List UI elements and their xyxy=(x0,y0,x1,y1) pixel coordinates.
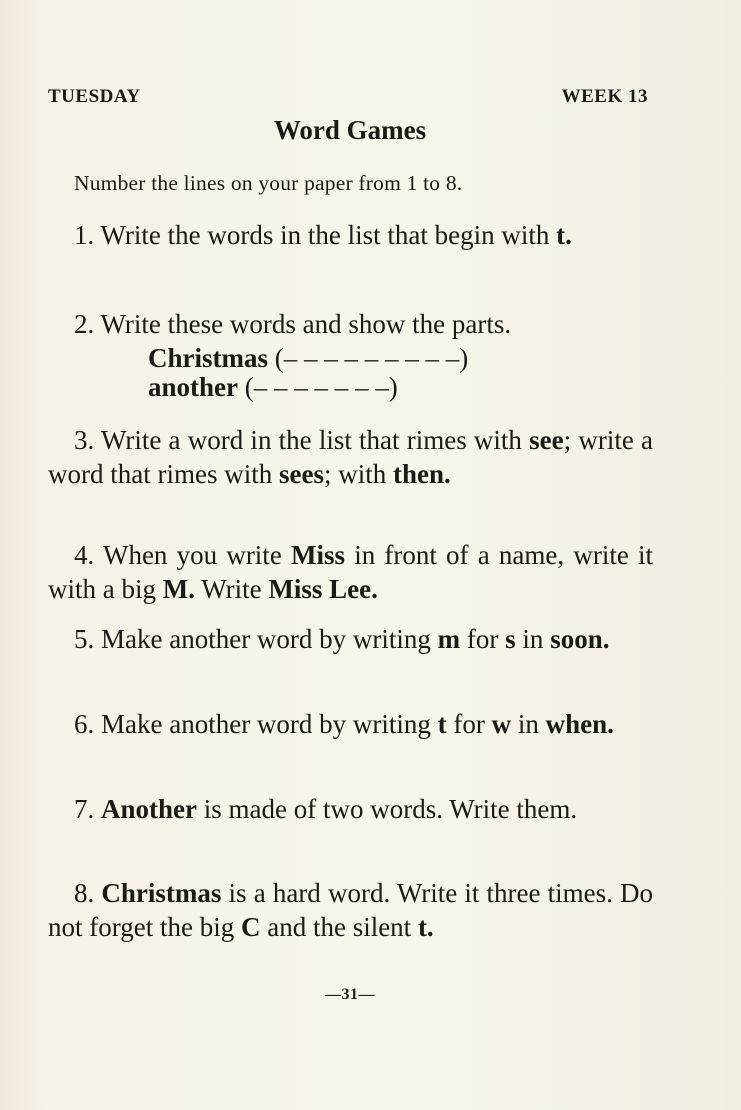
item-bold-text: t xyxy=(437,709,447,739)
item-bold-text: then. xyxy=(392,459,451,489)
item-bold-text: s xyxy=(505,624,516,654)
page-title: Word Games xyxy=(273,115,427,145)
item-bold-text: when. xyxy=(545,709,614,739)
item-bold-text: Miss Lee. xyxy=(268,574,378,604)
exercise-item-1 xyxy=(48,218,653,252)
item-number: 7. xyxy=(74,794,95,824)
exercise-item-4 xyxy=(48,538,653,606)
word-parts-another xyxy=(148,373,398,402)
item-text: is made of two words. Write them. xyxy=(197,794,578,824)
item-text: ; with xyxy=(323,459,393,489)
item-bold-text: t. xyxy=(556,220,572,250)
item-number: 4. xyxy=(74,540,95,570)
item-number: 1. xyxy=(74,220,95,250)
item-bold-text: w xyxy=(491,709,512,739)
item-text: in front of a name, write it with a big xyxy=(48,540,654,604)
exercise-item-7 xyxy=(48,792,653,826)
parts-word: another xyxy=(148,372,238,402)
item-number: 5. xyxy=(74,624,95,654)
item-bold-text: t. xyxy=(417,912,434,942)
item-text: Make another word by writing xyxy=(101,709,438,739)
word-parts-christmas xyxy=(148,344,468,373)
item-number: 3. xyxy=(74,425,95,455)
exercise-item-3 xyxy=(48,423,653,491)
item-text: in xyxy=(515,624,551,654)
item-bold-text: C xyxy=(240,912,261,942)
parts-word: Christmas xyxy=(148,343,268,373)
item-text: ; write a word that rimes with xyxy=(48,425,653,489)
item-bold-text: soon. xyxy=(550,624,610,654)
item-text: Write a word in the list that rimes with xyxy=(100,425,530,455)
header-week: WEEK 13 xyxy=(561,86,648,107)
item-number: 6. xyxy=(74,709,95,739)
parts-pattern: (– – – – – – –) xyxy=(244,372,398,402)
header-day: TUESDAY xyxy=(48,86,141,107)
item-number: 2. xyxy=(74,309,95,339)
intro-instruction: Number the lines on your paper from 1 to 8. xyxy=(74,171,463,195)
item-number: 8. xyxy=(74,878,95,908)
page-number: —31— xyxy=(325,986,375,1003)
parts-pattern: (– – – – – – – – –) xyxy=(274,343,469,373)
item-bold-text: M. xyxy=(162,574,195,604)
item-bold-text: m xyxy=(437,624,461,654)
exercise-item-6 xyxy=(48,707,653,741)
item-bold-text: Christmas xyxy=(101,878,222,908)
item-bold-text: see xyxy=(529,425,564,455)
item-text: is a hard word. Write it three times. Do not forget the big xyxy=(48,878,654,942)
exercise-item-8 xyxy=(48,876,653,944)
item-text: Write these words and show the parts. xyxy=(100,309,512,339)
item-text: and the silent xyxy=(260,912,418,942)
item-bold-text: sees xyxy=(278,459,324,489)
item-bold-text: Another xyxy=(101,794,197,824)
exercise-item-5 xyxy=(48,622,653,656)
item-text: for xyxy=(460,624,506,654)
exercise-item-2 xyxy=(48,307,653,341)
item-text: Write xyxy=(194,574,269,604)
item-text: Make another word by writing xyxy=(101,624,438,654)
item-text: Write the words in the list that begin with xyxy=(100,220,557,250)
item-text: for xyxy=(446,709,492,739)
item-text: When you write xyxy=(102,540,291,570)
item-bold-text: Miss xyxy=(291,540,345,570)
item-text: in xyxy=(511,709,546,739)
